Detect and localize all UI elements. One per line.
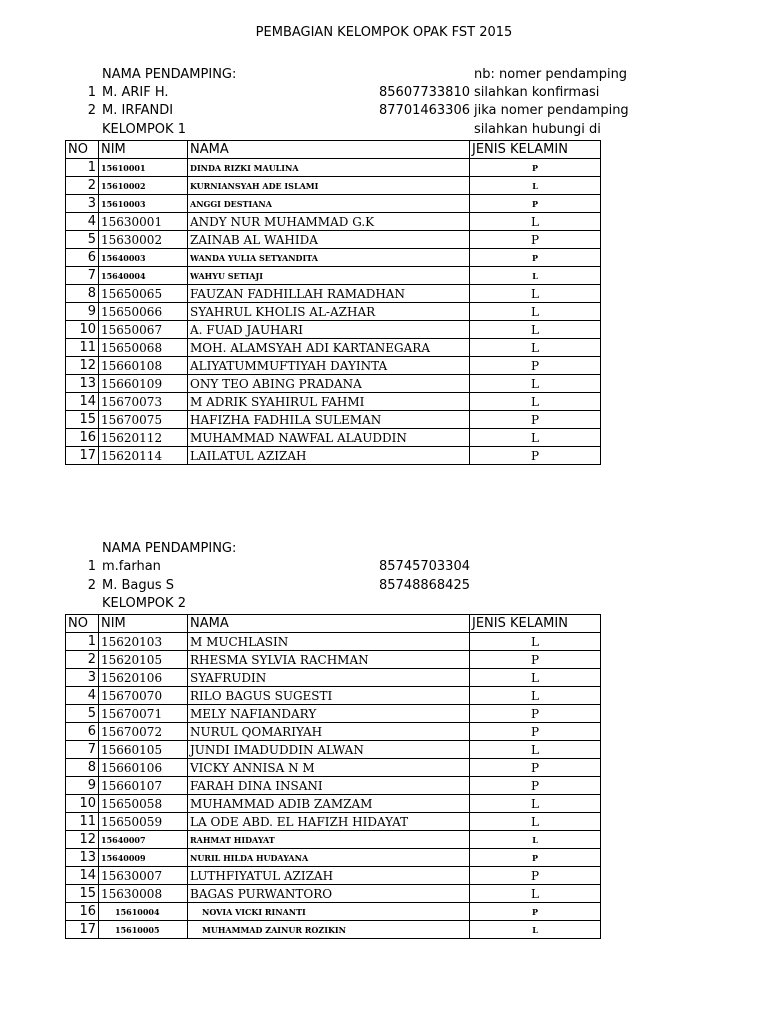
cell-nim: 15610005 [99, 921, 188, 939]
cell-nim: 15610002 [99, 177, 188, 195]
cell-jenis-kelamin: L [470, 741, 601, 759]
cell-nama: NURIL HILDA HUDAYANA [188, 849, 470, 867]
cell-no: 5 [66, 231, 99, 249]
table-row [66, 375, 601, 393]
extra-note: silahkan hubungi di [474, 122, 601, 137]
cell-nama: DINDA RIZKI MAULINA [188, 159, 470, 177]
table-row [66, 357, 601, 375]
cell-jenis-kelamin: P [470, 903, 601, 921]
cell-nama: LUTHFIYATUL AZIZAH [188, 867, 470, 885]
table-header-row [66, 615, 601, 633]
cell-no: 12 [66, 831, 99, 849]
table-row [66, 777, 601, 795]
cell-no: 8 [66, 759, 99, 777]
col-header-jenis-kelamin: JENIS KELAMIN [470, 141, 601, 159]
cell-jenis-kelamin: P [470, 723, 601, 741]
pendamping-phone: 87701463306 [379, 103, 470, 118]
cell-nama: NOVIA VICKI RINANTI [188, 903, 470, 921]
cell-no: 10 [66, 795, 99, 813]
cell-no: 9 [66, 777, 99, 795]
cell-nim: 15630002 [99, 231, 188, 249]
cell-no: 6 [66, 249, 99, 267]
cell-no: 17 [66, 447, 99, 465]
cell-nim: 15620106 [99, 669, 188, 687]
pendamping-name: M. ARIF H. [102, 85, 169, 100]
table-row [66, 159, 601, 177]
cell-jenis-kelamin: L [470, 285, 601, 303]
cell-nama: SYAHRUL KHOLIS AL-AZHAR [188, 303, 470, 321]
table-row [66, 759, 601, 777]
cell-nama: ANGGI DESTIANA [188, 195, 470, 213]
cell-nama: HAFIZHA FADHILA SULEMAN [188, 411, 470, 429]
cell-nama: LAILATUL AZIZAH [188, 447, 470, 465]
cell-nama: MUHAMMAD ADIB ZAMZAM [188, 795, 470, 813]
table-row [66, 849, 601, 867]
cell-nim: 15650066 [99, 303, 188, 321]
cell-no: 7 [66, 267, 99, 285]
cell-jenis-kelamin: P [470, 759, 601, 777]
cell-no: 6 [66, 723, 99, 741]
cell-nim: 15640009 [99, 849, 188, 867]
pendamping-label: NAMA PENDAMPING: [102, 67, 237, 82]
cell-jenis-kelamin: P [470, 849, 601, 867]
cell-nama: A. FUAD JAUHARI [188, 321, 470, 339]
cell-no: 9 [66, 303, 99, 321]
cell-nim: 15640004 [99, 267, 188, 285]
cell-nama: ZAINAB AL WAHIDA [188, 231, 470, 249]
cell-nim: 15620105 [99, 651, 188, 669]
cell-nama: WAHYU SETIAJI [188, 267, 470, 285]
cell-nim: 15610001 [99, 159, 188, 177]
cell-nama: VICKY ANNISA N M [188, 759, 470, 777]
pendamping-name: M. Bagus S [102, 578, 175, 593]
cell-no: 14 [66, 393, 99, 411]
cell-nama: M ADRIK SYAHIRUL FAHMI [188, 393, 470, 411]
cell-nim: 15610004 [99, 903, 188, 921]
table-row [66, 633, 601, 651]
table-row [66, 831, 601, 849]
cell-jenis-kelamin: P [470, 357, 601, 375]
cell-jenis-kelamin: L [470, 429, 601, 447]
col-header-nim: NIM [99, 141, 188, 159]
table-row [66, 231, 601, 249]
cell-no: 1 [66, 159, 99, 177]
pendamping-phone: 85607733810 [379, 85, 470, 100]
group-table [65, 614, 601, 939]
cell-nama: WANDA YULIA SETYANDITA [188, 249, 470, 267]
cell-jenis-kelamin: P [470, 447, 601, 465]
cell-nim: 15650059 [99, 813, 188, 831]
table-row [66, 447, 601, 465]
cell-nim: 15620114 [99, 447, 188, 465]
cell-no: 2 [66, 177, 99, 195]
cell-nama: ONY TEO ABING PRADANA [188, 375, 470, 393]
cell-jenis-kelamin: P [470, 411, 601, 429]
col-header-no: NO [66, 141, 99, 159]
cell-jenis-kelamin: P [470, 651, 601, 669]
cell-jenis-kelamin: P [470, 777, 601, 795]
cell-jenis-kelamin: L [470, 321, 601, 339]
table-row [66, 321, 601, 339]
table-row [66, 723, 601, 741]
cell-jenis-kelamin: P [470, 249, 601, 267]
cell-jenis-kelamin: P [470, 159, 601, 177]
cell-no: 4 [66, 687, 99, 705]
cell-jenis-kelamin: L [470, 375, 601, 393]
kelompok-label: KELOMPOK 2 [102, 596, 186, 611]
pendamping-note: silahkan konfirmasi [474, 85, 600, 100]
cell-no: 17 [66, 921, 99, 939]
cell-no: 11 [66, 339, 99, 357]
cell-jenis-kelamin: L [470, 831, 601, 849]
cell-nim: 15670072 [99, 723, 188, 741]
pendamping-note: jika nomer pendamping [474, 103, 629, 118]
pendamping-no: 2 [87, 103, 96, 118]
cell-no: 11 [66, 813, 99, 831]
cell-jenis-kelamin: P [470, 231, 601, 249]
cell-jenis-kelamin: L [470, 687, 601, 705]
cell-nama: FARAH DINA INSANI [188, 777, 470, 795]
cell-nim: 15670073 [99, 393, 188, 411]
cell-jenis-kelamin: P [470, 705, 601, 723]
table-row [66, 411, 601, 429]
table-header-row [66, 141, 601, 159]
cell-nama: MELY NAFIANDARY [188, 705, 470, 723]
cell-jenis-kelamin: L [470, 795, 601, 813]
cell-no: 15 [66, 885, 99, 903]
table-row [66, 741, 601, 759]
cell-nama: M MUCHLASIN [188, 633, 470, 651]
cell-no: 13 [66, 375, 99, 393]
cell-nim: 15670070 [99, 687, 188, 705]
table-row [66, 705, 601, 723]
cell-nim: 15630007 [99, 867, 188, 885]
col-header-nim: NIM [99, 615, 188, 633]
cell-nim: 15650067 [99, 321, 188, 339]
pendamping-no: 2 [87, 578, 96, 593]
cell-no: 3 [66, 669, 99, 687]
table-row [66, 429, 601, 447]
cell-nim: 15660105 [99, 741, 188, 759]
cell-nama: MUHAMMAD NAWFAL ALAUDDIN [188, 429, 470, 447]
cell-nama: BAGAS PURWANTORO [188, 885, 470, 903]
cell-nama: NURUL QOMARIYAH [188, 723, 470, 741]
cell-jenis-kelamin: L [470, 669, 601, 687]
cell-nim: 15630008 [99, 885, 188, 903]
cell-jenis-kelamin: L [470, 339, 601, 357]
table-row [66, 669, 601, 687]
cell-jenis-kelamin: L [470, 267, 601, 285]
cell-jenis-kelamin: L [470, 303, 601, 321]
cell-no: 10 [66, 321, 99, 339]
pendamping-phone: 85745703304 [379, 559, 470, 574]
cell-no: 7 [66, 741, 99, 759]
col-header-jenis-kelamin: JENIS KELAMIN [470, 615, 601, 633]
cell-jenis-kelamin: L [470, 213, 601, 231]
cell-nama: MUHAMMAD ZAINUR ROZIKIN [188, 921, 470, 939]
cell-no: 16 [66, 903, 99, 921]
col-header-nama: NAMA [188, 615, 470, 633]
cell-no: 4 [66, 213, 99, 231]
cell-nama: LA ODE ABD. EL HAFIZH HIDAYAT [188, 813, 470, 831]
table-row [66, 687, 601, 705]
cell-nim: 15670075 [99, 411, 188, 429]
table-row [66, 813, 601, 831]
cell-jenis-kelamin: L [470, 177, 601, 195]
table-row [66, 285, 601, 303]
cell-nim: 15650068 [99, 339, 188, 357]
col-header-nama: NAMA [188, 141, 470, 159]
cell-nama: ALIYATUMMUFTIYAH DAYINTA [188, 357, 470, 375]
cell-nama: RHESMA SYLVIA RACHMAN [188, 651, 470, 669]
cell-nim: 15650065 [99, 285, 188, 303]
cell-nama: JUNDI IMADUDDIN ALWAN [188, 741, 470, 759]
pendamping-label: NAMA PENDAMPING: [102, 541, 237, 556]
cell-nim: 15660107 [99, 777, 188, 795]
pendamping-phone: 85748868425 [379, 578, 470, 593]
table-row [66, 885, 601, 903]
kelompok-label: KELOMPOK 1 [102, 122, 186, 137]
cell-no: 15 [66, 411, 99, 429]
group-table [65, 140, 601, 465]
cell-nama: ANDY NUR MUHAMMAD G.K [188, 213, 470, 231]
table-row [66, 249, 601, 267]
cell-jenis-kelamin: L [470, 393, 601, 411]
cell-jenis-kelamin: L [470, 885, 601, 903]
table-row [66, 795, 601, 813]
cell-no: 5 [66, 705, 99, 723]
cell-nama: FAUZAN FADHILLAH RAMADHAN [188, 285, 470, 303]
cell-jenis-kelamin: L [470, 921, 601, 939]
table-row [66, 177, 601, 195]
cell-no: 16 [66, 429, 99, 447]
table-row [66, 651, 601, 669]
cell-nama: KURNIANSYAH ADE ISLAMI [188, 177, 470, 195]
table-row [66, 867, 601, 885]
cell-jenis-kelamin: P [470, 867, 601, 885]
cell-no: 1 [66, 633, 99, 651]
header-note: nb: nomer pendamping [474, 67, 628, 82]
table-row [66, 195, 601, 213]
cell-nim: 15620112 [99, 429, 188, 447]
cell-no: 2 [66, 651, 99, 669]
cell-jenis-kelamin: P [470, 195, 601, 213]
cell-jenis-kelamin: L [470, 633, 601, 651]
col-header-no: NO [66, 615, 99, 633]
cell-nama: RAHMAT HIDAYAT [188, 831, 470, 849]
cell-no: 13 [66, 849, 99, 867]
cell-nim: 15660106 [99, 759, 188, 777]
cell-nim: 15650058 [99, 795, 188, 813]
cell-nama: RILO BAGUS SUGESTI [188, 687, 470, 705]
cell-nim: 15610003 [99, 195, 188, 213]
cell-nim: 15670071 [99, 705, 188, 723]
pendamping-name: M. IRFANDI [102, 103, 174, 118]
cell-no: 3 [66, 195, 99, 213]
pendamping-no: 1 [87, 85, 96, 100]
table-row [66, 213, 601, 231]
cell-nim: 15640007 [99, 831, 188, 849]
table-row [66, 921, 601, 939]
table-row [66, 903, 601, 921]
cell-nim: 15660109 [99, 375, 188, 393]
cell-nim: 15640003 [99, 249, 188, 267]
table-row [66, 267, 601, 285]
cell-nim: 15630001 [99, 213, 188, 231]
cell-nama: SYAFRUDIN [188, 669, 470, 687]
pendamping-no: 1 [87, 559, 96, 574]
page-title: PEMBAGIAN KELOMPOK OPAK FST 2015 [255, 25, 513, 40]
cell-nama: MOH. ALAMSYAH ADI KARTANEGARA [188, 339, 470, 357]
table-row [66, 303, 601, 321]
table-row [66, 339, 601, 357]
pendamping-name: m.farhan [102, 559, 161, 574]
cell-no: 14 [66, 867, 99, 885]
cell-nim: 15620103 [99, 633, 188, 651]
cell-no: 8 [66, 285, 99, 303]
cell-jenis-kelamin: L [470, 813, 601, 831]
cell-nim: 15660108 [99, 357, 188, 375]
table-row [66, 393, 601, 411]
cell-no: 12 [66, 357, 99, 375]
